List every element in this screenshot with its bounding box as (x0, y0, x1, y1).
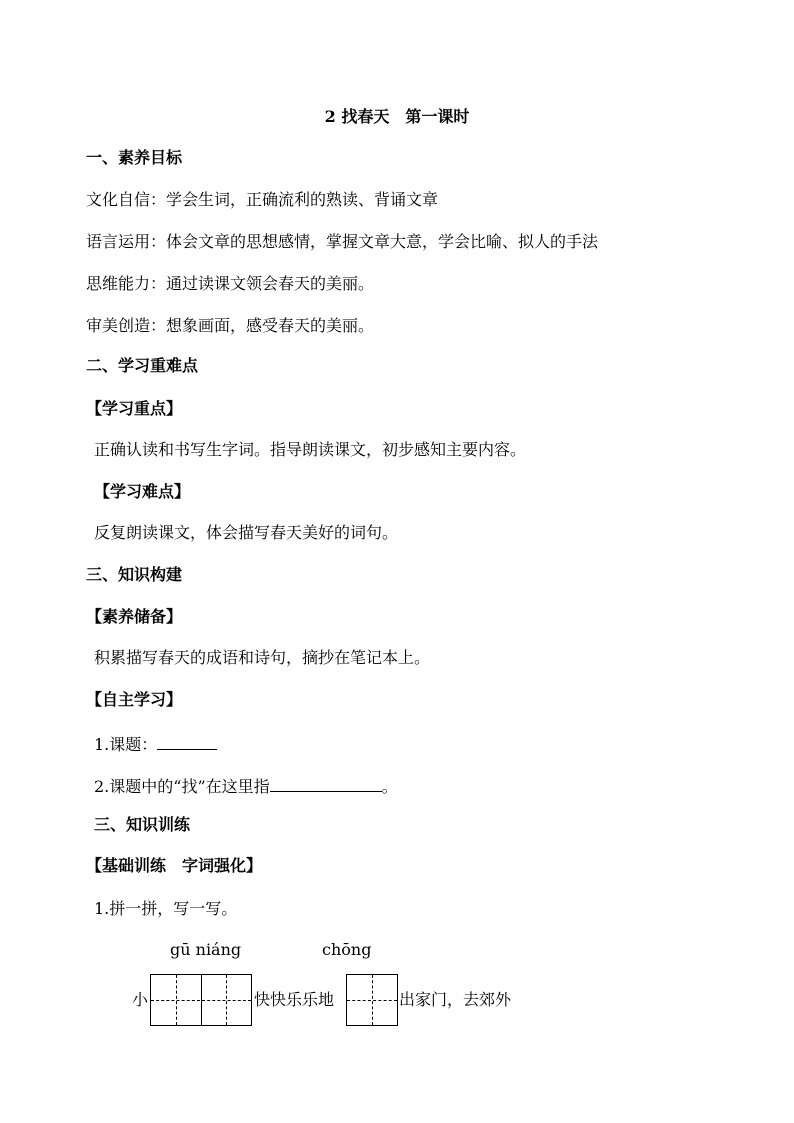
prep-text: 积累描写春天的成语和诗句，摘抄在笔记本上。 (94, 648, 431, 667)
section-heading-training: 三、知识训练 (94, 815, 191, 834)
goal-aesthetic: 审美创造：想象画面，感受春天的美丽。 (86, 316, 375, 335)
subheading-difficult: 【学习难点】 (94, 482, 191, 501)
section-heading-goals: 一、素养目标 (86, 148, 183, 167)
answer-blank-1[interactable] (157, 733, 217, 750)
answer-blank-2[interactable] (270, 775, 382, 792)
sentence-prefix: 小 (132, 990, 149, 1009)
grid-dash (347, 1000, 397, 1001)
key-text: 正确认读和书写生字词。指导朗读课文，初步感知主要内容。 (94, 440, 527, 459)
question-2-label: 2.课题中的“找”在这里指 (94, 777, 270, 796)
question-1 (94, 733, 217, 755)
grid-dash (151, 1000, 251, 1001)
subheading-self-study: 【自主学习】 (86, 690, 183, 709)
goal-thinking: 思维能力：通过读课文领会春天的美丽。 (86, 274, 375, 293)
page-title: 2 找春天 第一课时 (324, 107, 470, 126)
writing-grid-chong[interactable] (346, 974, 398, 1026)
pinyin-chong: chōng (322, 940, 372, 959)
subheading-prep: 【素养储备】 (86, 607, 183, 626)
exercise-1-label: 1.拼一拼，写一写。 (94, 899, 238, 918)
question-1-label: 1.课题： (94, 735, 158, 754)
goal-language: 语言运用：体会文章的思想感情，掌握文章大意，学会比喻、拟人的手法 (86, 232, 599, 251)
goal-culture: 文化自信：学会生词，正确流利的熟读、背诵文章 (86, 190, 439, 209)
section-heading-key-points: 二、学习重难点 (86, 356, 199, 375)
writing-grid-guniang[interactable] (150, 974, 252, 1026)
question-2-end: 。 (381, 777, 398, 796)
section-heading-knowledge: 三、知识构建 (86, 565, 183, 584)
sentence-suffix: 出家门，去郊外 (399, 990, 512, 1009)
pinyin-guniang: gū niáng (170, 940, 242, 959)
sentence-middle: 快快乐乐地 (254, 990, 335, 1009)
subheading-key: 【学习重点】 (86, 399, 183, 418)
subheading-basic-training: 【基础训练 字词强化】 (86, 856, 263, 875)
question-2 (94, 775, 398, 797)
difficult-text: 反复朗读课文，体会描写春天美好的词句。 (94, 523, 399, 542)
